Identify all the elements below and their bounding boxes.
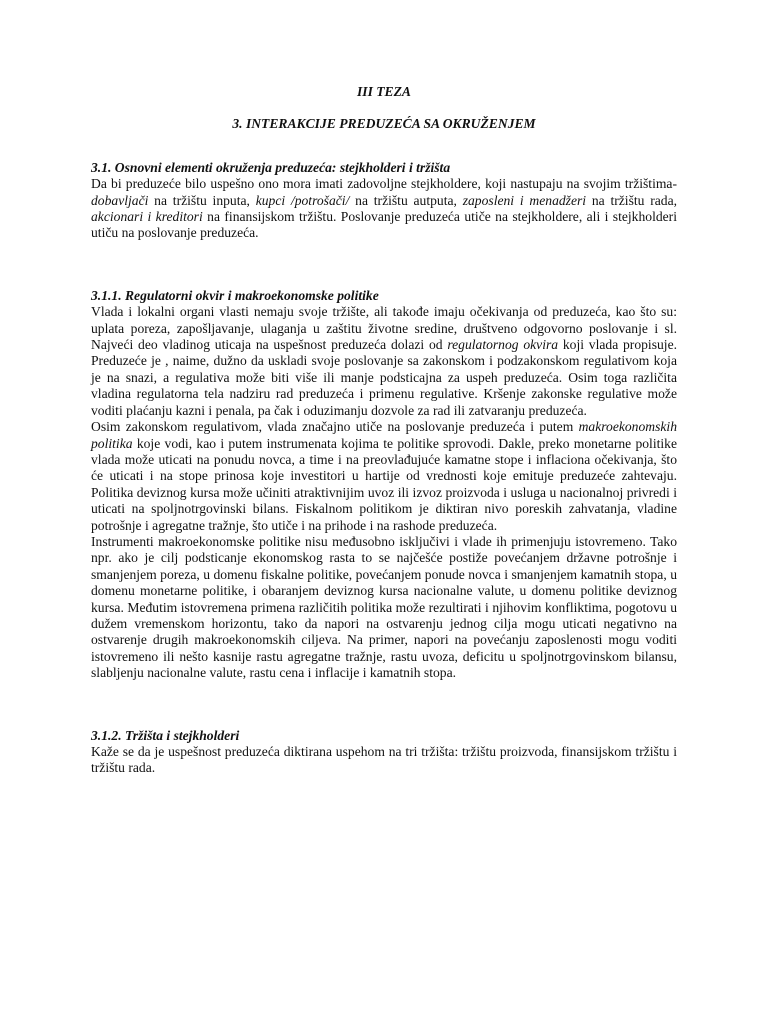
paragraph-3-1-1-p3 [91, 534, 677, 682]
document-title: III TEZA [356, 84, 411, 99]
italic-term: dobavljači [91, 192, 149, 208]
paragraph-3-1-1-p1 [91, 304, 677, 419]
section-heading-3-1: 3.1. Osnovni elementi okruženja preduzeća: stejkholderi i tržišta [91, 159, 451, 175]
text-run: Da bi preduzeće bilo uspešno ono mora imati zadovoljne stejkholdere, koji nastupaju na svojim tržištima- [91, 176, 677, 192]
text-run: Instrumenti makroekonomske politike nisu međusobno isključivi i vlade ih primenjuju istovremeno. Tako npr. ako je cilj podsticanje ekonomskog rasta to se najčešće postiže povećanjem državne potrošnje i smanjenjem poreza, u domenu fiskalne politike, povećanjem ponude novca i smanjenjem kamatnih stopa, u domenu monetarne politike, i obaranjem deviznog kursa nacionalne valute, u domenu politike deviznog kursa. Međutim istovremena primena različitih politika može rezultirati i njihovim konfliktima, pogotovu u dužem vremenskom horizontu, tako da napori na ostvarenju jednog cilja mogu uticati negativno na ostvarenje drugih makroekonomskih ciljeva. Na primer, napori na povećanju zaposlenosti mogu voditi istovremeno ili nešto kasnije rastu agregatne tražnje, rastu uvoza, deficitu u spoljnotrgovinskom bilansu, slabljenju nacionalne valute, rastu cena i inflacije i kamatnih stopa. [91, 533, 677, 681]
text-run: Kaže se da je uspešnost preduzeća diktirana uspehom na tri tržišta: tržištu proizvoda, finansijskom tržištu i tržištu rada. [91, 744, 677, 776]
paragraph-3-1-2-p1 [91, 744, 677, 777]
section-heading-3-1-1: 3.1.1. Regulatorni okvir i makroekonomske politike [91, 287, 379, 303]
paragraph-3-1-p1 [91, 176, 677, 242]
italic-term: akcionari i kreditori [91, 209, 203, 225]
section-heading-3-1-2: 3.1.2. Tržišta i stejkholderi [91, 727, 240, 743]
text-run: na finansijskom tržištu. Poslovanje preduzeća utiče na stejkholdere, ali i stejkholderi utiču na poslovanje preduzeća. [91, 209, 677, 241]
italic-term: zaposleni i menadžeri [462, 192, 587, 208]
text-run: na tržištu rada, [586, 192, 678, 208]
document-page [91, 84, 677, 777]
text-run: Osim zakonskom regulativom, vlada značajno utiče na poslovanje preduzeća i putem [91, 419, 579, 435]
italic-term: regulatornog okvira [447, 337, 559, 353]
italic-term: makroekonomskih politika [91, 419, 677, 451]
text-run: koji vlada propisuje. Preduzeće je , naime, dužno da uskladi svoje poslovanje sa zakonskom i podzakonskom regulativom koja je na snazi, a regulativa može biti više ili manje podsticajna za uspeh preduzeća. Osim toga različita vladina regulatorna tela nadziru rad preduzeća i primenu regulative. Kršenje zakonske regulative može voditi plaćanju kazni i penala, pa čak i oduzimanju dozvole za rad ili zatvaranju preduzeća. [91, 337, 677, 418]
chapter-title: 3. INTERAKCIJE PREDUZEĆA SA OKRUŽENJEM [232, 116, 536, 132]
text-run: na tržištu inputa, [148, 192, 256, 208]
text-run: Vlada i lokalni organi vlasti nemaju svoje tržište, ali takođe imaju očekivanja od preduzeća, kao što su: uplata poreza, zapošljavanje, ulaganja u zaštitu životne sredine, društveno odgovorno poslovanje i sl. Najveći deo vladinog uticaja na uspešnost preduzeća dolazi od [91, 304, 677, 353]
text-run: koje vodi, kao i putem instrumenata kojima te politike sprovodi. Dakle, preko monetarne politike vlada može uticati na ponudu novca, a time i na preovlađujuće kamatne stope i inflaciona očekivanja, što će uticati i na stope prinosa koje investitori u hartije od vrednosti koje emituje preduzeće zahtevaju. Politika deviznog kursa može učiniti atraktivnijim uvoz ili izvoz proizvoda i usluga u nacionalnoj privredi i uticati na spoljnotrgovinski bilans. Fiskalnom politikom je diktiran nivo poreskih zahvatanja, vladine potrošnje i agregatne tražnje, što utiče i na prihode i na rashode preduzeća. [91, 435, 677, 533]
paragraph-3-1-1-p2 [91, 419, 677, 534]
text-run: na tržištu autputa, [349, 192, 463, 208]
italic-term: kupci /potrošači/ [255, 192, 350, 208]
